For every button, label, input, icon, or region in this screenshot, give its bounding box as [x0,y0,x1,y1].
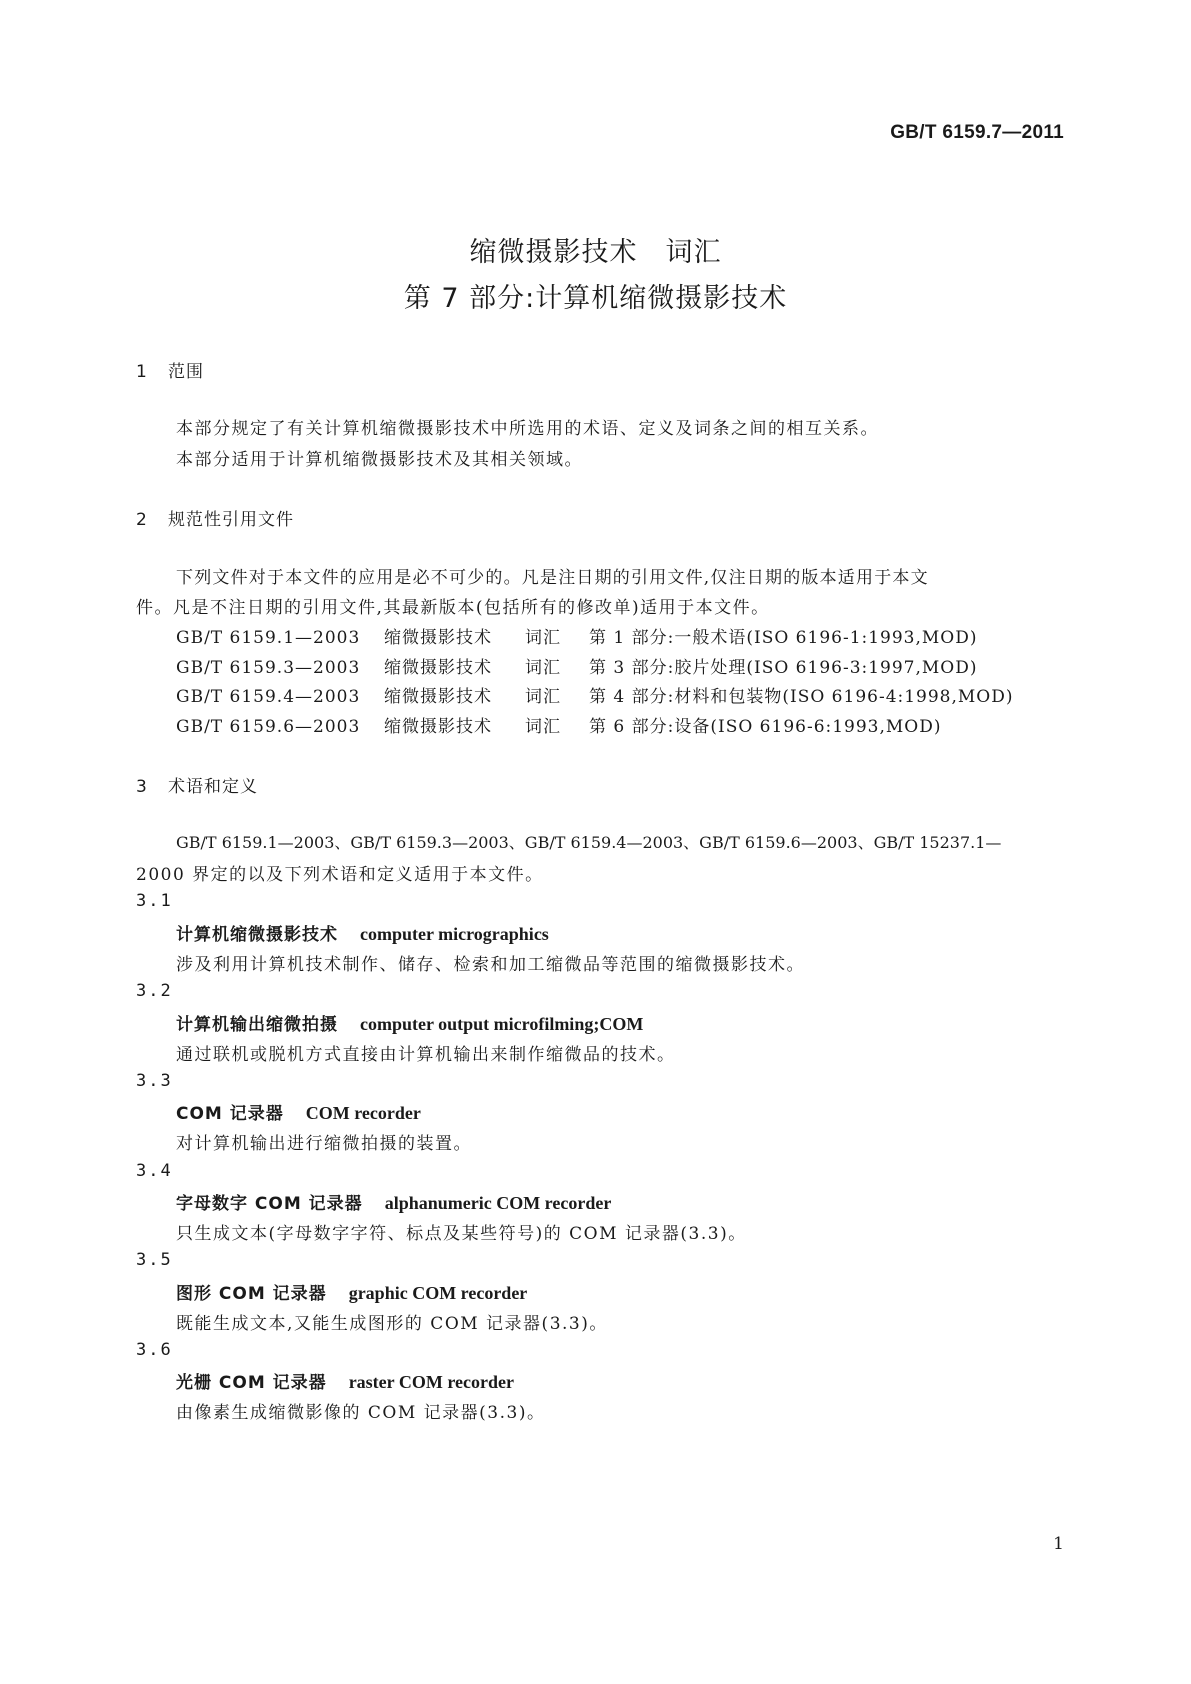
section-2-heading [136,505,294,530]
term-chinese: COM 记录器 [176,1104,284,1124]
clause-number: 3.1 [136,891,173,911]
reference-item [176,653,978,678]
reference-title: 缩微摄影技术 [384,658,492,678]
term-definition: 涉及利用计算机技术制作、储存、检索和加工缩微品等范围的缩微摄影技术。 [176,955,805,975]
reference-title: 缩微摄影技术 [384,717,492,737]
section-1-heading [136,357,204,382]
term-english: alphanumeric COM recorder [384,1193,612,1213]
reference-part: 第 3 部分:胶片处理(ISO 6196-3:1997,MOD) [589,658,978,678]
reference-subtitle: 词汇 [525,628,561,648]
term-chinese: 光栅 COM 记录器 [176,1373,327,1393]
section-title: 术语和定义 [168,777,258,797]
reference-part: 第 6 部分:设备(ISO 6196-6:1993,MOD) [589,717,942,737]
term-chinese: 计算机输出缩微拍摄 [176,1015,338,1035]
references-intro-line2: 件。凡是不注日期的引用文件,其最新版本(包括所有的修改单)适用于本文件。 [136,598,770,618]
section-3-heading [136,772,258,797]
section-number: 3 [136,777,148,797]
document-title-line2: 第 7 部分:计算机缩微摄影技术 [403,283,788,314]
term-definition: 对计算机输出进行缩微拍摄的装置。 [176,1134,472,1154]
section-number: 2 [136,510,148,530]
reference-item [176,682,1014,707]
section-number: 1 [136,362,148,382]
term-english: computer micrographics [360,924,549,944]
scope-paragraph-1: 本部分规定了有关计算机缩微摄影技术中所选用的术语、定义及词条之间的相互关系。 [176,419,879,439]
term-definition: 只生成文本(字母数字字符、标点及某些符号)的 COM 记录器(3.3)。 [176,1224,747,1244]
reference-title: 缩微摄影技术 [384,628,492,648]
term-entry [176,920,549,945]
term-english: raster COM recorder [348,1372,514,1392]
reference-part: 第 4 部分:材料和包装物(ISO 6196-4:1998,MOD) [589,687,1014,707]
reference-item [176,712,942,737]
reference-code: GB/T 6159.4—2003 [176,687,361,707]
reference-code: GB/T 6159.3—2003 [176,658,361,678]
page-number: 1 [1053,1534,1064,1554]
term-entry [176,1189,611,1214]
clause-number: 3.4 [136,1161,173,1181]
term-entry [176,1010,643,1035]
section-title: 规范性引用文件 [168,510,294,530]
term-entry [176,1368,514,1393]
term-english: computer output microfilming;COM [360,1014,644,1034]
term-chinese: 图形 COM 记录器 [176,1284,327,1304]
term-chinese: 计算机缩微摄影技术 [176,925,338,945]
reference-item [176,623,978,648]
term-definition: 通过联机或脱机方式直接由计算机输出来制作缩微品的技术。 [176,1045,676,1065]
term-english: graphic COM recorder [348,1283,528,1303]
clause-number: 3.2 [136,981,173,1001]
reference-part: 第 1 部分:一般术语(ISO 6196-1:1993,MOD) [589,628,978,648]
term-chinese: 字母数字 COM 记录器 [176,1194,363,1214]
term-entry [176,1279,527,1304]
standard-code: GB/T 6159.7—2011 [890,122,1064,143]
scope-paragraph-2: 本部分适用于计算机缩微摄影技术及其相关领域。 [176,450,583,470]
term-definition: 由像素生成缩微影像的 COM 记录器(3.3)。 [176,1403,546,1423]
reference-title: 缩微摄影技术 [384,687,492,707]
reference-code: GB/T 6159.1—2003 [176,628,361,648]
references-intro-line1: 下列文件对于本文件的应用是必不可少的。凡是注日期的引用文件,仅注日期的版本适用于本文 [176,568,929,588]
reference-subtitle: 词汇 [525,687,561,707]
reference-code: GB/T 6159.6—2003 [176,717,361,737]
clause-number: 3.6 [136,1340,173,1360]
reference-subtitle: 词汇 [525,658,561,678]
terms-intro-line2: 2000 界定的以及下列术语和定义适用于本文件。 [136,865,544,885]
clause-number: 3.5 [136,1250,173,1270]
term-definition: 既能生成文本,又能生成图形的 COM 记录器(3.3)。 [176,1314,608,1334]
reference-subtitle: 词汇 [525,717,561,737]
clause-number: 3.3 [136,1071,173,1091]
section-title: 范围 [168,362,204,382]
document-title-line1: 缩微摄影技术 词汇 [469,237,722,268]
terms-intro-line1: GB/T 6159.1—2003、GB/T 6159.3—2003、GB/T 6159.4—2003、GB/T 6159.6—2003、GB/T 15237.1— [176,833,1002,852]
term-entry [176,1099,421,1124]
term-english: COM recorder [305,1103,421,1123]
